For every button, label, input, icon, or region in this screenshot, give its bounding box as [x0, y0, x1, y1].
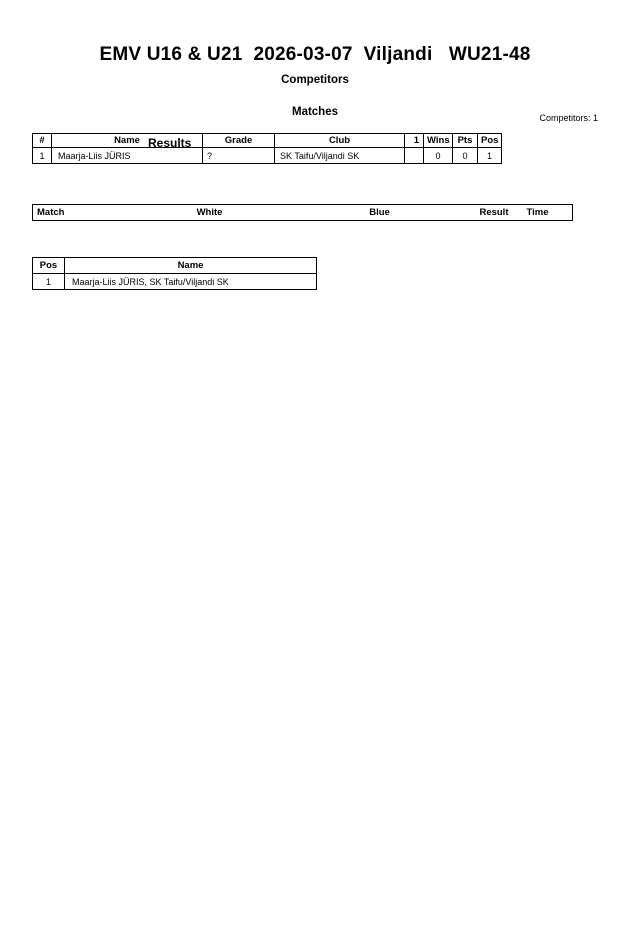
competitors-table-body — [33, 148, 502, 164]
results-table-body — [33, 274, 317, 290]
matches-table-head — [33, 205, 573, 221]
competitors-table-head — [33, 134, 502, 148]
table-header-row — [33, 258, 317, 274]
cell-wins: 0 — [424, 148, 453, 164]
cell-number: 1 — [33, 148, 52, 164]
competitors-section-heading: Competitors — [281, 74, 349, 86]
column-header-result: Result — [445, 205, 515, 221]
results-table-head — [33, 258, 317, 274]
cell-round-1 — [405, 148, 424, 164]
column-header-position: Pos — [478, 134, 502, 148]
results-section-heading: Results — [148, 136, 192, 150]
column-header-grade: Grade — [203, 134, 275, 148]
matches-table-wrapper — [32, 204, 573, 221]
column-header-time: Time — [515, 205, 573, 221]
results-table-wrapper — [32, 257, 317, 290]
cell-club: SK Taifu/Viljandi SK — [275, 148, 405, 164]
cell-grade: ? — [203, 148, 275, 164]
document-page — [0, 44, 630, 935]
cell-name: Maarja-Liis JÜRIS, SK Taifu/Viljandi SK — [65, 274, 317, 290]
matches-section-heading: Matches — [291, 106, 339, 118]
cell-position: 1 — [478, 148, 502, 164]
cell-name: Maarja-Liis JÜRIS — [52, 148, 203, 164]
column-header-name: Name — [65, 258, 317, 274]
competitors-table-wrapper — [32, 133, 502, 164]
column-header-name: Name — [52, 134, 203, 148]
table-row — [33, 274, 317, 290]
column-header-points: Pts — [453, 134, 478, 148]
column-header-wins: Wins — [424, 134, 453, 148]
cell-points: 0 — [453, 148, 478, 164]
table-header-row — [33, 205, 573, 221]
results-table — [32, 257, 317, 290]
column-header-match: Match — [33, 205, 105, 221]
table-row — [33, 148, 502, 164]
column-header-white: White — [105, 205, 315, 221]
column-header-round-1: 1 — [405, 134, 424, 148]
cell-position: 1 — [33, 274, 65, 290]
column-header-position: Pos — [33, 258, 65, 274]
page-title: EMV U16 & U21 2026-03-07 Viljandi WU21-48 — [99, 44, 531, 65]
competitors-count-label: Competitors: 1 — [539, 113, 598, 123]
column-header-number: # — [33, 134, 52, 148]
column-header-club: Club — [275, 134, 405, 148]
table-header-row — [33, 134, 502, 148]
competitors-table — [32, 133, 502, 164]
matches-table — [32, 204, 573, 221]
column-header-blue: Blue — [315, 205, 445, 221]
